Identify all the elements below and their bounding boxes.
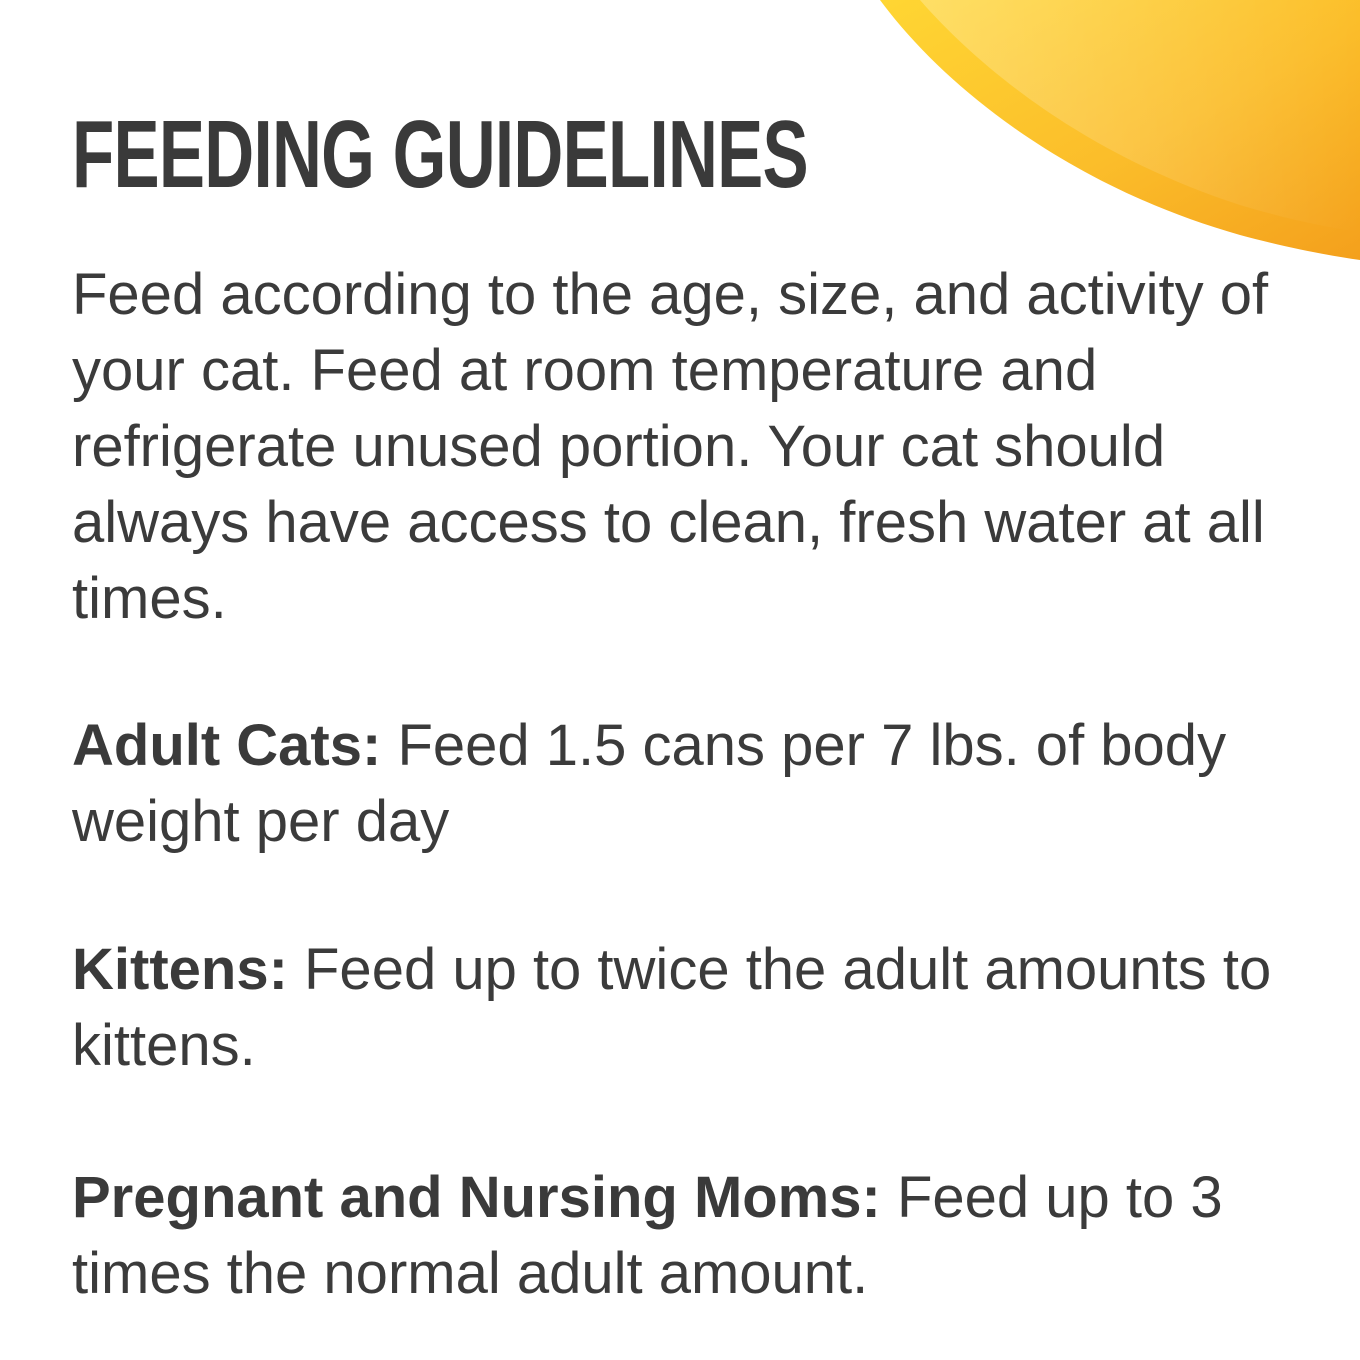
guideline-text: Feed up to 3 times the normal adult amount. <box>72 1165 1223 1306</box>
page-title: FEEDING GUIDELINES <box>72 101 808 208</box>
guideline-text: Feed 1.5 cans per 7 lbs. of body weight per day <box>72 713 1227 854</box>
guideline-kittens <box>72 932 1332 1084</box>
corner-swoosh-decoration <box>880 0 1360 270</box>
guideline-label: Adult Cats: <box>72 713 382 778</box>
guideline-label: Kittens: <box>72 937 288 1002</box>
guideline-text: Feed up to twice the adult amounts to kittens. <box>72 937 1272 1078</box>
guideline-label: Pregnant and Nursing Moms: <box>72 1165 881 1230</box>
guideline-pregnant-nursing-moms <box>72 1160 1332 1312</box>
intro-paragraph: Feed according to the age, size, and activity of your cat. Feed at room temperature and refrigerate unused portion. Your cat should always have access to clean, fresh water at all times. <box>72 262 1269 631</box>
guideline-adult-cats <box>72 708 1332 860</box>
